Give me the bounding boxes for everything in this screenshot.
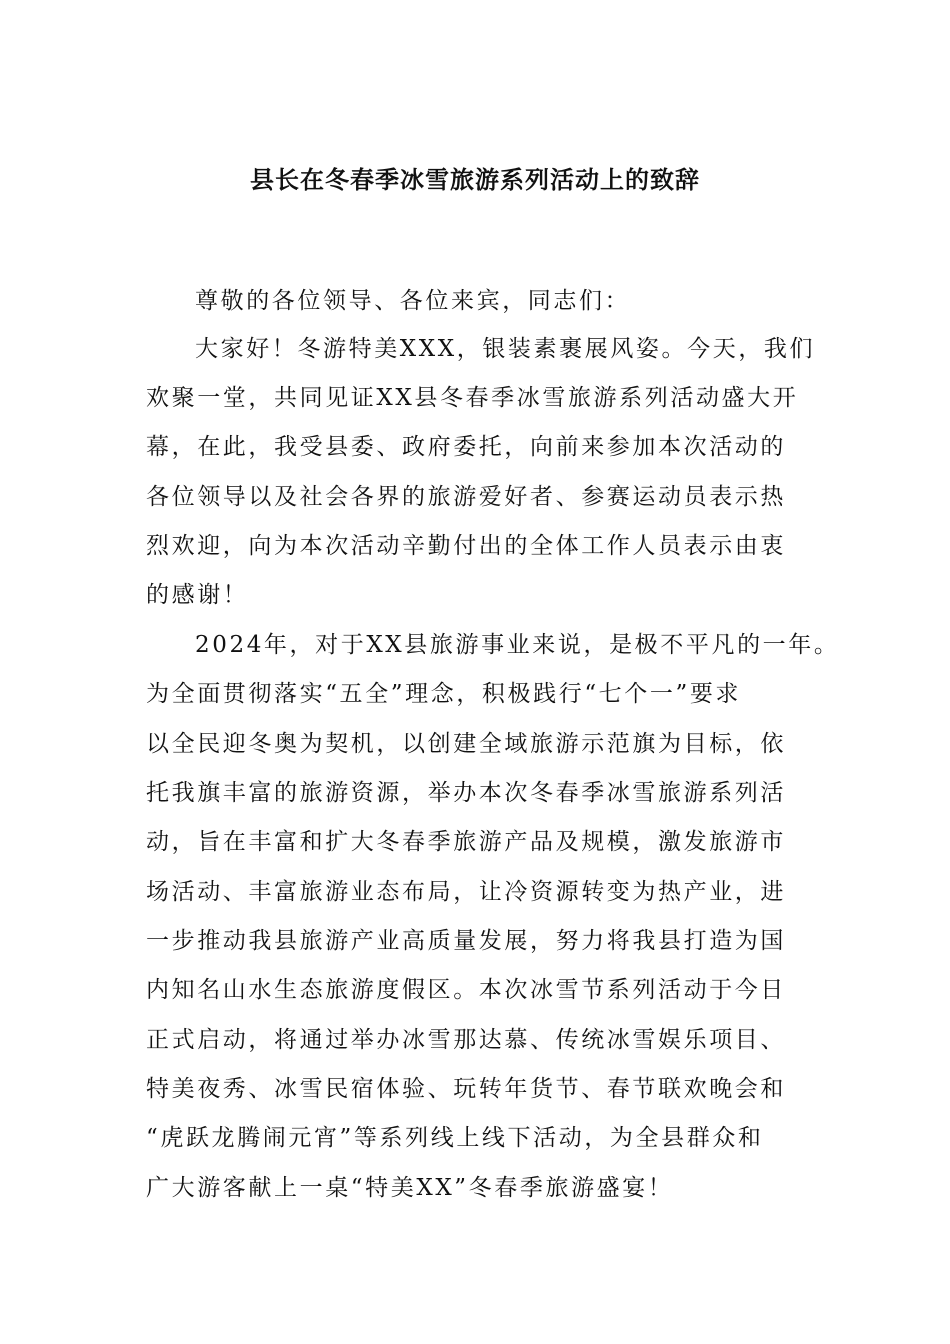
paragraph-1-line-6: 的感谢！ [146,582,249,608]
paragraph-1-line-2: 欢聚一堂，共同见证XX县冬春季冰雪旅游系列活动盛大开 [146,385,799,411]
paragraph-2-line-1: 2024年，对于XX县旅游事业来说，是极不平凡的一年。 [195,632,840,658]
paragraph-2-line-3: 以全民迎冬奥为契机，以创建全域旅游示范旗为目标，依 [146,731,786,757]
paragraph-2-line-5: 动，旨在丰富和扩大冬春季旅游产品及规模，激发旅游市 [146,829,786,855]
paragraph-2-line-6: 场活动、丰富旅游业态布局，让冷资源转变为热产业，进 [146,879,786,905]
paragraph-2-line-7: 一步推动我县旅游产业高质量发展，努力将我县打造为国 [146,928,786,954]
paragraph-1-line-1: 大家好！冬游特美XXX，银装素裹展风姿。今天，我们 [195,336,816,362]
paragraph-1-line-5: 烈欢迎，向为本次活动辛勤付出的全体工作人员表示由衷 [146,533,786,559]
paragraph-1-line-4: 各位领导以及社会各界的旅游爱好者、参赛运动员表示热 [146,484,786,510]
paragraph-2-line-12: 广大游客献上一桌“特美XX”冬春季旅游盛宴！ [146,1175,674,1201]
document-title: 县长在冬春季冰雪旅游系列活动上的致辞 [250,165,700,194]
paragraph-2-line-4: 托我旗丰富的旅游资源，举办本次冬春季冰雪旅游系列活 [146,780,786,806]
salutation-line: 尊敬的各位领导、各位来宾，同志们： [195,288,631,314]
paragraph-2-line-9: 正式启动，将通过举办冰雪那达慕、传统冰雪娱乐项目、 [146,1027,786,1053]
paragraph-2-line-2: 为全面贯彻落实“五全”理念，积极践行“七个一”要求 [146,681,742,707]
paragraph-2-line-8: 内知名山水生态旅游度假区。本次冰雪节系列活动于今日 [146,977,786,1003]
paragraph-2-line-11: “虎跃龙腾闹元宵”等系列线上线下活动，为全县群众和 [146,1125,764,1151]
paragraph-1-line-3: 幕，在此，我受县委、政府委托，向前来参加本次活动的 [146,434,786,460]
paragraph-2-line-10: 特美夜秀、冰雪民宿体验、玩转年货节、春节联欢晚会和 [146,1076,786,1102]
